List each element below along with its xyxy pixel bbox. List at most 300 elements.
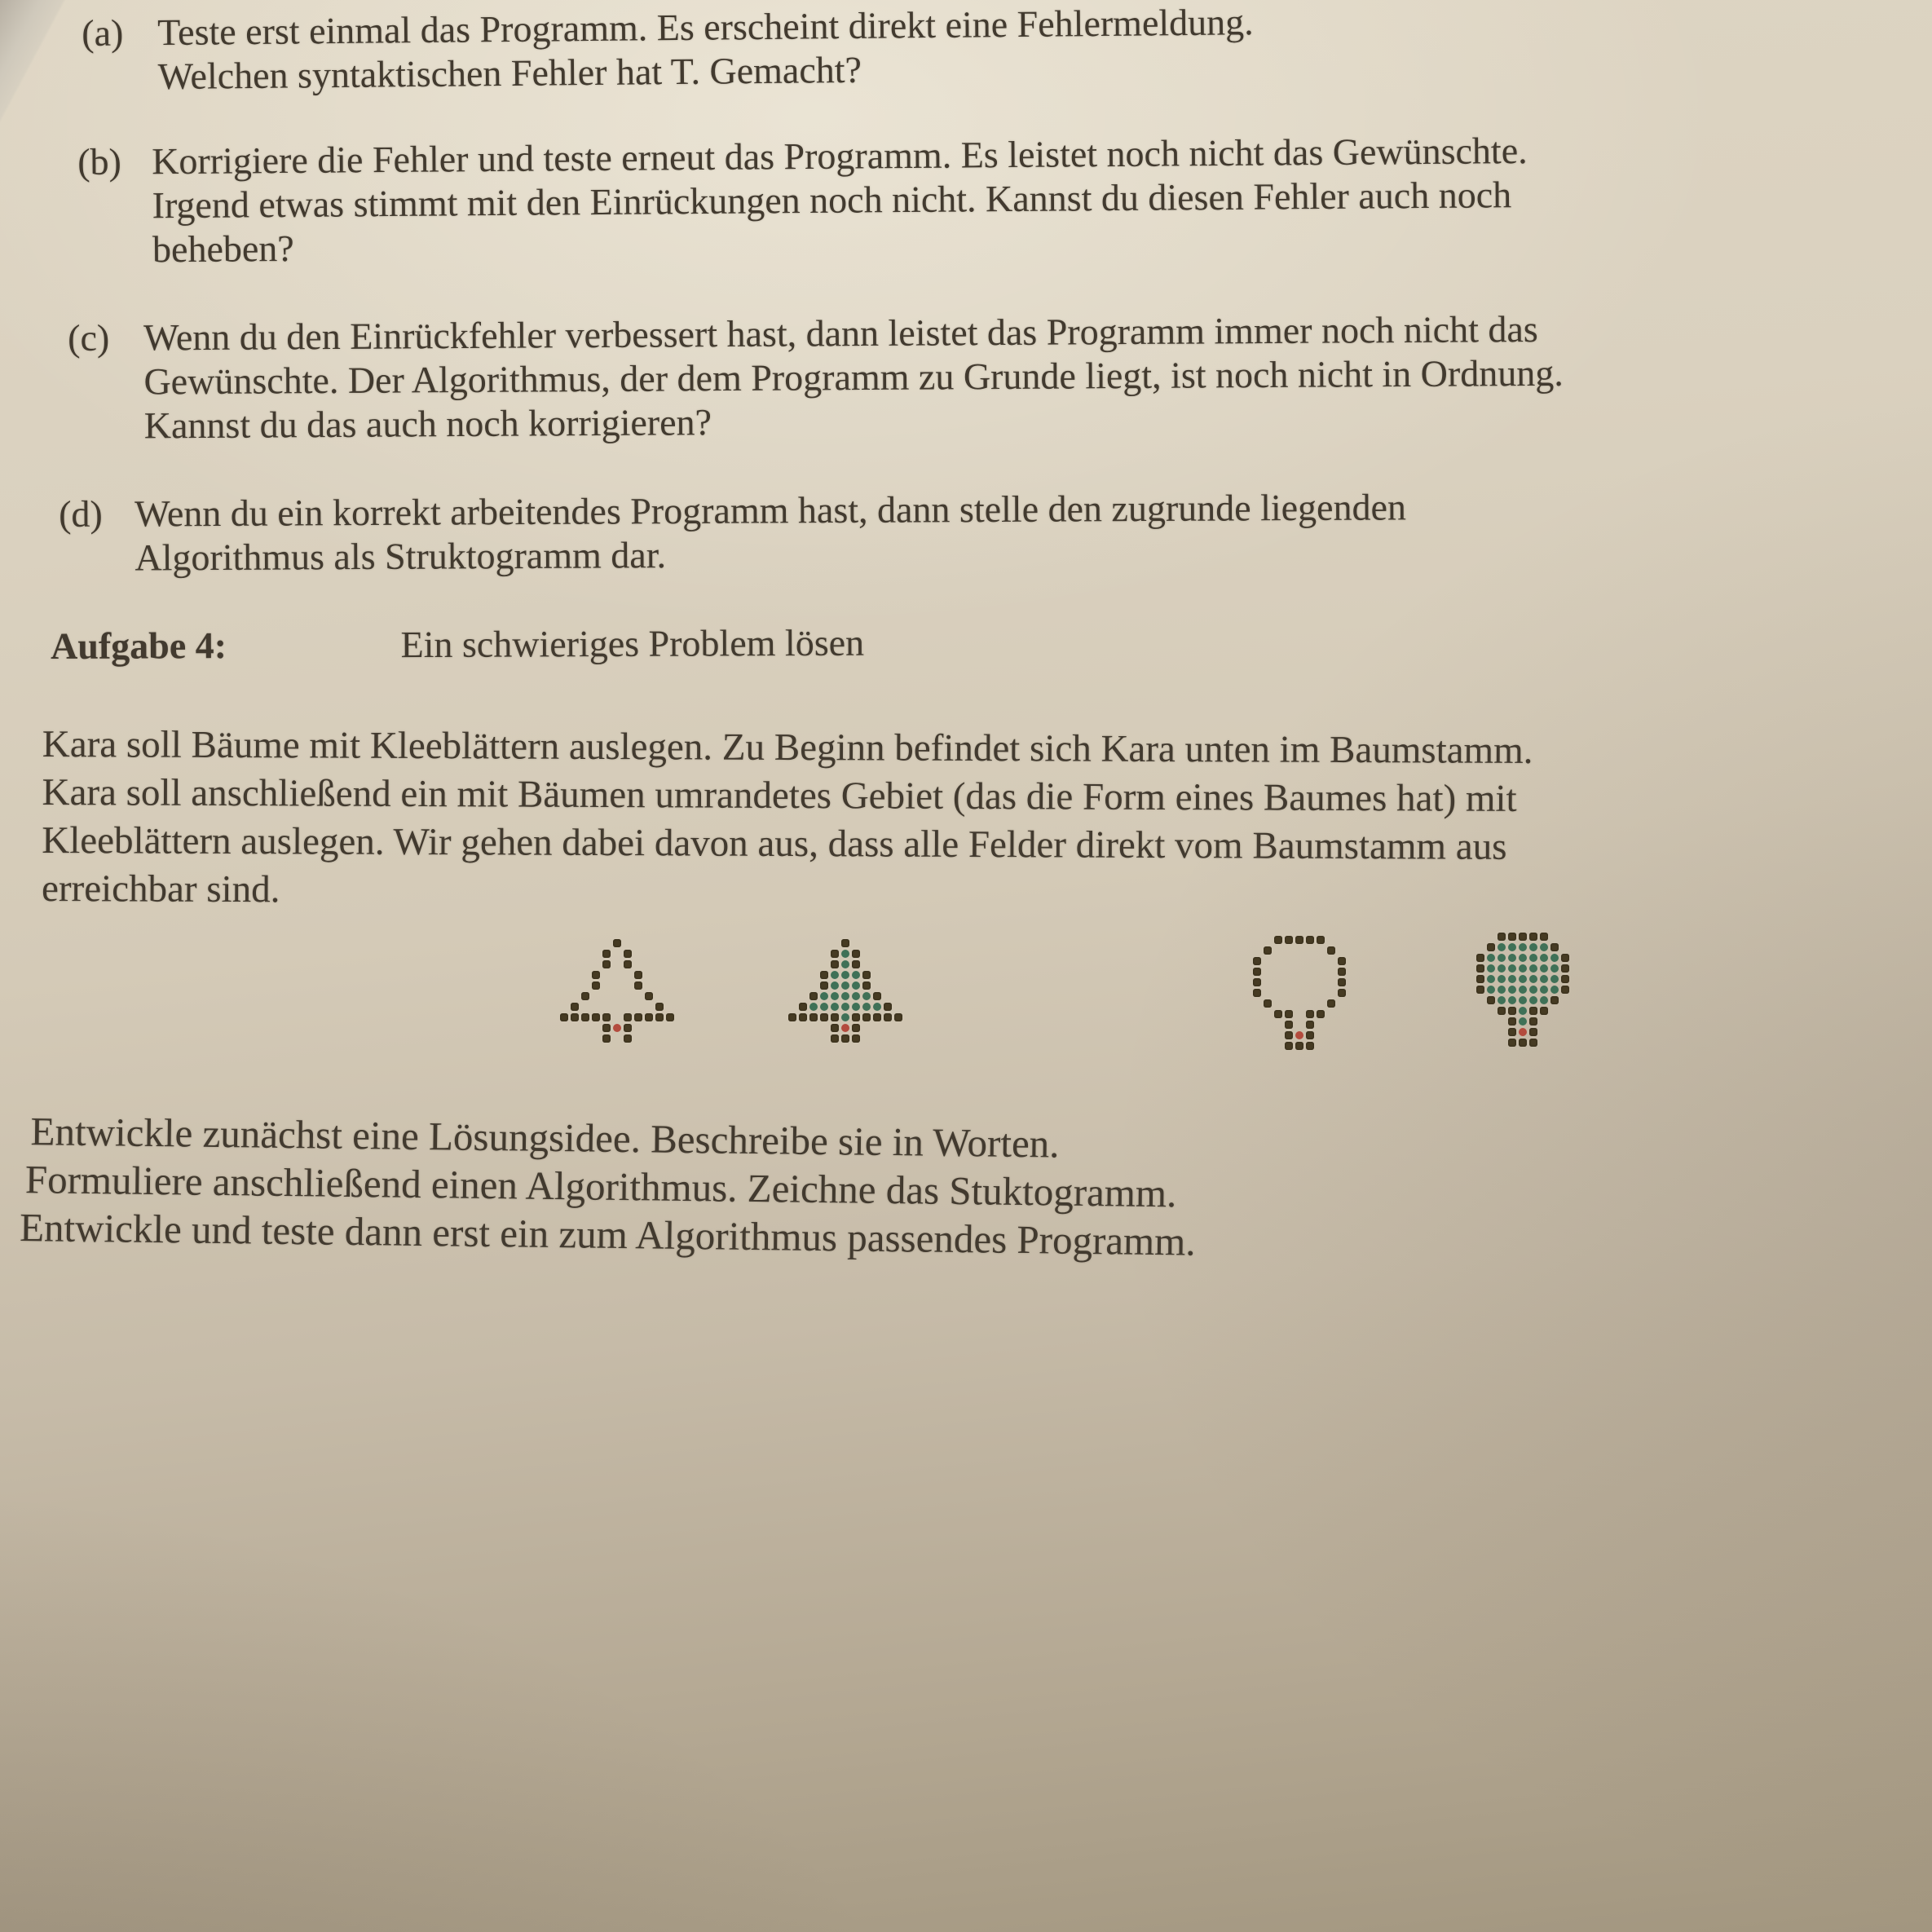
clover-icon (1498, 964, 1506, 973)
empty-cell (549, 992, 558, 1000)
tree-icon (831, 1034, 839, 1043)
tree-icon (613, 939, 621, 947)
empty-cell (1242, 989, 1251, 997)
clover-icon (873, 1003, 881, 1011)
empty-cell (592, 1003, 600, 1011)
tree-icon (1285, 1031, 1293, 1039)
kara-ladybug-icon (613, 1024, 621, 1032)
empty-cell (571, 939, 579, 947)
empty-cell (1306, 957, 1314, 965)
empty-cell (1242, 968, 1251, 976)
tree-icon (809, 992, 818, 1000)
tree-icon (862, 981, 871, 990)
clover-icon (862, 1003, 871, 1011)
empty-cell (666, 1034, 674, 1043)
empty-cell (645, 939, 653, 947)
empty-cell (788, 971, 796, 979)
empty-cell (677, 1013, 685, 1021)
empty-cell (799, 981, 807, 990)
tree-icon (1476, 986, 1484, 994)
empty-cell (1295, 968, 1303, 976)
empty-cell (905, 1003, 913, 1011)
empty-cell (1550, 1039, 1559, 1047)
clover-icon (1487, 975, 1495, 983)
empty-cell (1264, 1031, 1272, 1039)
tree-icon (1306, 1031, 1314, 1039)
empty-cell (560, 1024, 568, 1032)
clover-icon (1529, 986, 1537, 994)
tree-icon (571, 1003, 579, 1011)
empty-cell (1476, 1028, 1484, 1036)
empty-cell (905, 992, 913, 1000)
empty-cell (677, 971, 685, 979)
empty-cell (1327, 978, 1335, 986)
tree-icon (1338, 978, 1346, 986)
empty-cell (799, 992, 807, 1000)
empty-cell (645, 1034, 653, 1043)
empty-cell (560, 939, 568, 947)
empty-cell (1306, 989, 1314, 997)
empty-cell (592, 960, 600, 968)
tree-icon (1487, 996, 1495, 1004)
empty-cell (1253, 946, 1261, 955)
tree-icon (1253, 968, 1261, 976)
empty-cell (549, 1013, 558, 1021)
tree-icon (645, 1013, 653, 1021)
empty-cell (613, 981, 621, 990)
empty-cell (905, 1013, 913, 1021)
empty-cell (820, 1034, 828, 1043)
tree-icon (799, 1003, 807, 1011)
empty-cell (677, 992, 685, 1000)
empty-cell (1274, 957, 1282, 965)
empty-cell (905, 939, 913, 947)
task-label: (c) (68, 316, 110, 359)
clover-icon (1550, 954, 1559, 962)
empty-cell (571, 1034, 579, 1043)
empty-cell (1295, 978, 1303, 986)
clover-icon (1508, 954, 1516, 962)
empty-cell (1285, 957, 1293, 965)
empty-cell (884, 981, 892, 990)
empty-cell (1327, 989, 1335, 997)
task-item-d (59, 485, 1406, 580)
empty-cell (1317, 978, 1325, 986)
tree-icon (1498, 933, 1506, 941)
empty-cell (581, 960, 589, 968)
tree-icon (1327, 999, 1335, 1008)
empty-cell (1285, 946, 1293, 955)
empty-cell (1264, 989, 1272, 997)
tree-icon (666, 1013, 674, 1021)
empty-cell (624, 971, 632, 979)
empty-cell (1264, 957, 1272, 965)
tree-icon (1264, 999, 1272, 1008)
empty-cell (778, 1013, 786, 1021)
empty-cell (602, 992, 611, 1000)
empty-cell (1242, 1042, 1251, 1050)
empty-cell (1327, 1021, 1335, 1029)
tree-icon (592, 981, 600, 990)
empty-cell (1327, 1042, 1335, 1050)
empty-cell (1348, 1042, 1356, 1050)
empty-cell (1572, 933, 1580, 941)
empty-cell (1466, 996, 1474, 1004)
empty-cell (677, 981, 685, 990)
empty-cell (1487, 1039, 1495, 1047)
empty-cell (655, 950, 664, 958)
empty-cell (1348, 999, 1356, 1008)
tree-icon (1529, 1028, 1537, 1036)
empty-cell (613, 1034, 621, 1043)
text-line: Irgend etwas stimmt mit den Einrückungen noch nicht. Kannst du diesen Fehler auch noch (152, 174, 1512, 227)
empty-cell (884, 950, 892, 958)
empty-cell (1348, 978, 1356, 986)
clover-icon (1508, 975, 1516, 983)
tree-icon (655, 1013, 664, 1021)
text-line: Wenn du den Einrückfehler verbessert hast, dann leistet das Programm immer noch nicht das (143, 307, 1538, 359)
empty-cell (799, 1034, 807, 1043)
empty-cell (602, 939, 611, 947)
empty-cell (778, 992, 786, 1000)
empty-cell (1348, 989, 1356, 997)
empty-cell (1274, 1021, 1282, 1029)
aufgabe-label: Aufgabe 4: (51, 624, 227, 667)
tree-icon (581, 1013, 589, 1021)
tree-icon (1508, 1039, 1516, 1047)
empty-cell (1466, 975, 1474, 983)
empty-cell (799, 950, 807, 958)
empty-cell (884, 960, 892, 968)
empty-cell (1264, 968, 1272, 976)
empty-cell (1338, 1031, 1346, 1039)
clover-icon (1508, 996, 1516, 1004)
tree-icon (602, 1013, 611, 1021)
empty-cell (666, 939, 674, 947)
clover-icon (1519, 1007, 1527, 1015)
empty-cell (1540, 1028, 1548, 1036)
empty-cell (677, 939, 685, 947)
tree-icon (809, 1013, 818, 1021)
text-line: Welchen syntaktischen Fehler hat T. Gemacht? (157, 48, 862, 98)
empty-cell (788, 939, 796, 947)
clover-icon (1540, 996, 1548, 1004)
empty-cell (1317, 999, 1325, 1008)
tree-icon (1529, 1039, 1537, 1047)
empty-cell (894, 960, 902, 968)
empty-cell (677, 1003, 685, 1011)
empty-cell (799, 1024, 807, 1032)
text-line: Entwickle und teste dann erst ein zum Algorithmus passendes Programm. (19, 1204, 1196, 1264)
empty-cell (549, 950, 558, 958)
empty-cell (1285, 978, 1293, 986)
empty-cell (1317, 957, 1325, 965)
clover-icon (841, 950, 849, 958)
text-line: erreichbar sind. (41, 867, 280, 911)
tree-icon (1476, 954, 1484, 962)
tree-icon (1508, 933, 1516, 941)
empty-cell (1242, 946, 1251, 955)
empty-cell (1498, 1028, 1506, 1036)
clover-icon (820, 992, 828, 1000)
empty-cell (1327, 1031, 1335, 1039)
empty-cell (1348, 968, 1356, 976)
empty-cell (1274, 946, 1282, 955)
empty-cell (581, 1034, 589, 1043)
empty-cell (581, 939, 589, 947)
empty-cell (1572, 996, 1580, 1004)
empty-cell (862, 1024, 871, 1032)
empty-cell (592, 939, 600, 947)
round-tree-filled-figure (1464, 931, 1581, 1048)
empty-cell (1466, 954, 1474, 962)
clover-icon (1519, 1017, 1527, 1026)
tree-icon (1253, 989, 1261, 997)
empty-cell (1242, 957, 1251, 965)
empty-cell (778, 950, 786, 958)
empty-cell (778, 971, 786, 979)
empty-cell (894, 1024, 902, 1032)
empty-cell (560, 960, 568, 968)
clover-icon (1540, 986, 1548, 994)
empty-cell (894, 971, 902, 979)
empty-cell (1306, 946, 1314, 955)
clover-icon (852, 971, 860, 979)
tree-icon (1338, 957, 1346, 965)
empty-cell (1274, 1031, 1282, 1039)
tree-icon (634, 971, 642, 979)
clover-icon (841, 1003, 849, 1011)
tree-icon (602, 950, 611, 958)
empty-cell (884, 1034, 892, 1043)
empty-cell (677, 960, 685, 968)
tree-icon (799, 1013, 807, 1021)
tree-icon (1508, 1028, 1516, 1036)
empty-cell (1306, 978, 1314, 986)
tree-icon (852, 950, 860, 958)
empty-cell (1274, 1042, 1282, 1050)
clover-icon (1508, 943, 1516, 951)
empty-cell (1327, 1010, 1335, 1018)
text-line: Kleeblättern auslegen. Wir gehen dabei davon aus, dass alle Felder direkt vom Baumstamm aus (42, 818, 1507, 868)
empty-cell (1264, 1042, 1272, 1050)
empty-cell (1253, 1010, 1261, 1018)
tree-icon (1550, 943, 1559, 951)
clover-icon (862, 992, 871, 1000)
empty-cell (1476, 943, 1484, 951)
clover-icon (1550, 986, 1559, 994)
empty-cell (862, 960, 871, 968)
empty-cell (655, 992, 664, 1000)
tree-icon (1317, 1010, 1325, 1018)
empty-cell (1561, 1007, 1569, 1015)
empty-cell (1466, 986, 1474, 994)
empty-cell (645, 1024, 653, 1032)
clover-icon (1540, 954, 1548, 962)
tree-icon (1529, 933, 1537, 941)
tree-icon (1519, 1039, 1527, 1047)
empty-cell (1338, 1010, 1346, 1018)
empty-cell (1487, 1017, 1495, 1026)
empty-cell (1327, 936, 1335, 944)
empty-cell (1253, 999, 1261, 1008)
empty-cell (592, 1024, 600, 1032)
empty-cell (809, 960, 818, 968)
empty-cell (884, 939, 892, 947)
empty-cell (778, 960, 786, 968)
empty-cell (831, 939, 839, 947)
tree-icon (645, 992, 653, 1000)
empty-cell (1264, 978, 1272, 986)
empty-cell (820, 950, 828, 958)
clover-icon (1508, 986, 1516, 994)
empty-cell (873, 1024, 881, 1032)
empty-cell (655, 1024, 664, 1032)
empty-cell (1338, 946, 1346, 955)
empty-cell (862, 1034, 871, 1043)
empty-cell (592, 1034, 600, 1043)
empty-cell (1264, 1010, 1272, 1018)
intro-paragraph (42, 721, 1533, 920)
tree-icon (1306, 1021, 1314, 1029)
empty-cell (1540, 1017, 1548, 1026)
empty-cell (905, 981, 913, 990)
empty-cell (894, 1003, 902, 1011)
tree-icon (1253, 978, 1261, 986)
empty-cell (1476, 933, 1484, 941)
tree-icon (1476, 975, 1484, 983)
tree-icon (624, 1013, 632, 1021)
tree-icon (831, 1013, 839, 1021)
empty-cell (1306, 999, 1314, 1008)
empty-cell (624, 992, 632, 1000)
tree-icon (1476, 964, 1484, 973)
empty-cell (1476, 1007, 1484, 1015)
empty-cell (1466, 1039, 1474, 1047)
empty-cell (788, 1003, 796, 1011)
clover-icon (1529, 964, 1537, 973)
empty-cell (905, 971, 913, 979)
tree-icon (1561, 986, 1569, 994)
tree-icon (592, 971, 600, 979)
empty-cell (571, 992, 579, 1000)
empty-cell (666, 950, 674, 958)
clover-icon (852, 992, 860, 1000)
tree-icon (884, 1003, 892, 1011)
tree-icon (1550, 996, 1559, 1004)
tree-icon (560, 1013, 568, 1021)
empty-cell (602, 981, 611, 990)
empty-cell (1242, 999, 1251, 1008)
empty-cell (634, 939, 642, 947)
fir-tree-filled-figure (776, 937, 914, 1043)
empty-cell (873, 1034, 881, 1043)
empty-cell (602, 1003, 611, 1011)
empty-cell (581, 971, 589, 979)
empty-cell (1550, 933, 1559, 941)
clover-icon (1550, 964, 1559, 973)
tree-icon (884, 1013, 892, 1021)
empty-cell (1550, 1017, 1559, 1026)
empty-cell (852, 939, 860, 947)
empty-cell (677, 950, 685, 958)
empty-cell (655, 960, 664, 968)
paper-corner-edge (0, 0, 78, 122)
empty-cell (1295, 1021, 1303, 1029)
empty-cell (788, 1034, 796, 1043)
clover-icon (841, 960, 849, 968)
empty-cell (634, 992, 642, 1000)
empty-cell (905, 1034, 913, 1043)
tree-icon (634, 981, 642, 990)
empty-cell (1476, 1039, 1484, 1047)
tree-icon (1338, 989, 1346, 997)
empty-cell (1242, 936, 1251, 944)
empty-cell (613, 950, 621, 958)
empty-cell (560, 971, 568, 979)
task-item-b (77, 129, 1528, 272)
empty-cell (1348, 1031, 1356, 1039)
tree-icon (1274, 1010, 1282, 1018)
clover-icon (1540, 975, 1548, 983)
empty-cell (666, 992, 674, 1000)
tree-icon (820, 971, 828, 979)
clover-icon (1487, 986, 1495, 994)
clover-icon (841, 981, 849, 990)
empty-cell (571, 1024, 579, 1032)
text-line: Algorithmus als Struktogramm dar. (135, 534, 667, 579)
clover-icon (841, 1013, 849, 1021)
empty-cell (677, 1034, 685, 1043)
clover-icon (1498, 975, 1506, 983)
clover-icon (1498, 986, 1506, 994)
empty-cell (873, 939, 881, 947)
empty-cell (1274, 968, 1282, 976)
clover-icon (852, 981, 860, 990)
text-line: Gewünschte. Der Algorithmus, der dem Programm zu Grunde liegt, ist noch nicht in Ordnung. (143, 351, 1564, 403)
empty-cell (1253, 1031, 1261, 1039)
clover-icon (820, 1003, 828, 1011)
task-item-c (68, 307, 1564, 448)
empty-cell (571, 981, 579, 990)
empty-cell (894, 939, 902, 947)
tree-icon (571, 1013, 579, 1021)
empty-cell (788, 950, 796, 958)
empty-cell (1274, 999, 1282, 1008)
tree-icon (1540, 933, 1548, 941)
empty-cell (778, 1034, 786, 1043)
empty-cell (1242, 978, 1251, 986)
empty-cell (613, 1003, 621, 1011)
clover-icon (1487, 954, 1495, 962)
empty-cell (1550, 1007, 1559, 1015)
tree-icon (1285, 1010, 1293, 1018)
clover-icon (841, 992, 849, 1000)
round-tree-outline-figure (1241, 934, 1357, 1051)
tree-icon (1306, 1010, 1314, 1018)
clover-icon (1519, 964, 1527, 973)
tree-icon (581, 992, 589, 1000)
empty-cell (592, 992, 600, 1000)
empty-cell (1348, 957, 1356, 965)
empty-cell (788, 1024, 796, 1032)
tree-icon (841, 1034, 849, 1043)
tree-icon (852, 1013, 860, 1021)
tree-icon (873, 1013, 881, 1021)
empty-cell (549, 1003, 558, 1011)
empty-cell (1572, 1028, 1580, 1036)
empty-cell (1572, 1017, 1580, 1026)
